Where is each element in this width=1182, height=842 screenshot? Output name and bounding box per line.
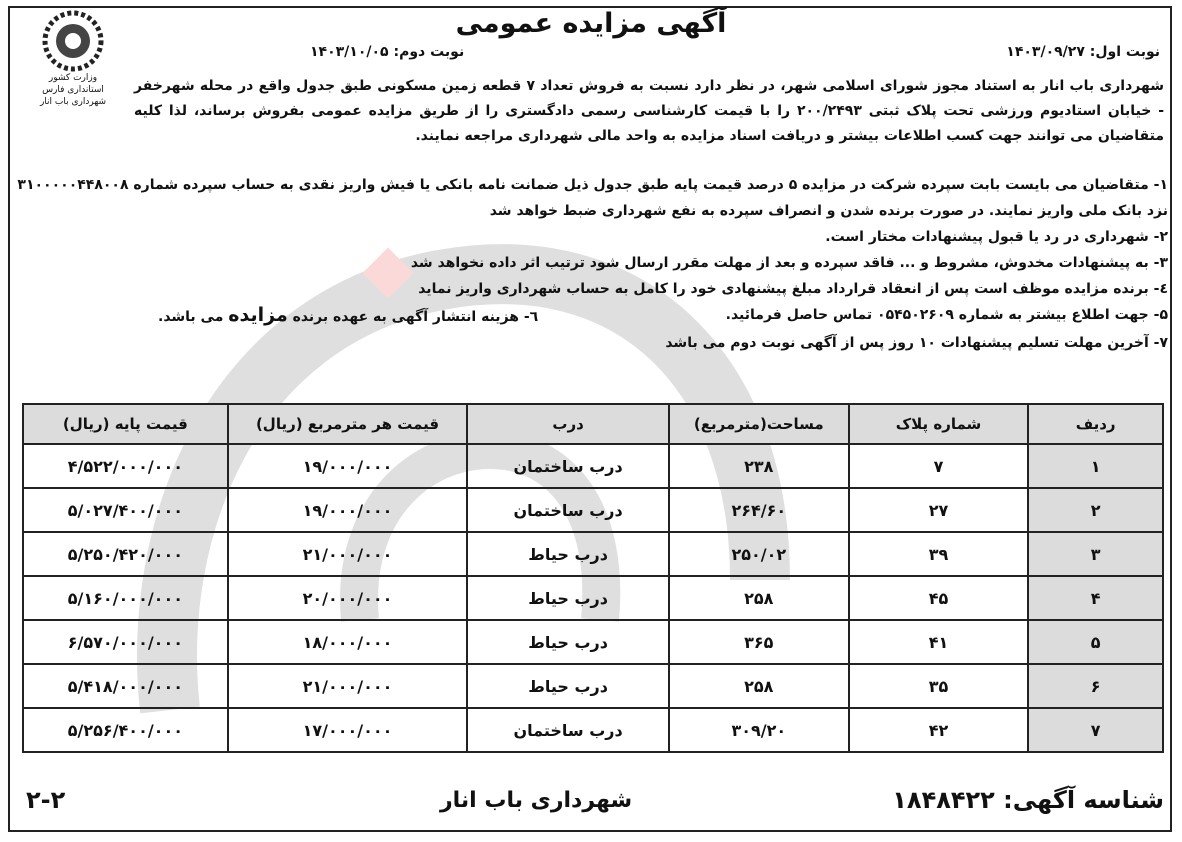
cell-row-number: ۵	[1028, 620, 1163, 664]
table-row	[23, 488, 1163, 532]
table-row	[23, 532, 1163, 576]
cell-area: ۲۶۴/۶۰	[669, 488, 849, 532]
cell-door: درب ساختمان	[467, 708, 669, 752]
table-row	[23, 664, 1163, 708]
cell-area: ۲۵۰/۰۲	[669, 532, 849, 576]
cell-price-per-meter: ۲۱/۰۰۰/۰۰۰	[228, 664, 468, 708]
cell-plate: ۴۲	[849, 708, 1029, 752]
logo-line-province: استانداری فارس	[42, 85, 104, 95]
condition-6-prefix: ٦- هزینه انتشار آگهی به عهده برنده	[292, 309, 539, 325]
table-row	[23, 620, 1163, 664]
cell-price-per-meter: ۱۷/۰۰۰/۰۰۰	[228, 708, 468, 752]
footer-municipality: شهرداری باب انار	[440, 788, 633, 813]
cell-door: درب حیاط	[467, 576, 669, 620]
cell-base-price: ۴/۵۲۲/۰۰۰/۰۰۰	[23, 444, 228, 488]
cell-plate: ۴۱	[849, 620, 1029, 664]
footer-code: ۲-۲	[26, 786, 66, 814]
cell-door: درب ساختمان	[467, 488, 669, 532]
second-round-date: نوبت دوم: ۱۴۰۳/۱۰/۰۵	[310, 44, 465, 60]
first-round-date: نوبت اول: ۱۴۰۳/۰۹/۲۷	[1006, 44, 1160, 60]
cell-door: درب حیاط	[467, 664, 669, 708]
conditions-list	[18, 172, 1168, 356]
condition-4: ٤- برنده مزایده موظف است پس از انعقاد قرارداد مبلغ پیشنهادی خود را کامل به حساب شهرداری واریز نماید	[418, 281, 1168, 297]
ad-id: شناسه آگهی: ۱۸۴۸۴۲۲	[892, 786, 1164, 814]
cell-base-price: ۵/۱۶۰/۰۰۰/۰۰۰	[23, 576, 228, 620]
cell-row-number: ۷	[1028, 708, 1163, 752]
cell-base-price: ۵/۰۲۷/۴۰۰/۰۰۰	[23, 488, 228, 532]
col-area: مساحت(مترمربع)	[669, 404, 849, 444]
cell-area: ۲۵۸	[669, 664, 849, 708]
cell-door: درب حیاط	[467, 532, 669, 576]
cell-door: درب ساختمان	[467, 444, 669, 488]
condition-1b: نزد بانک ملی واریز نمایند. در صورت برنده شدن و انصراف سپرده به نفع شهرداری ضبط خواهد شد	[489, 203, 1168, 219]
cell-price-per-meter: ۱۹/۰۰۰/۰۰۰	[228, 444, 468, 488]
intro-paragraph: شهرداری باب انار به استناد مجوز شورای اسلامی شهر، در نظر دارد نسبت به فروش تعداد ۷ قطعه زمین مسکونی طبق جدول واقع در محله شهرخفر - خیابان استادیوم ورزشی تحت پلاک ثبتی ۲۰۰/۲۴۹۳ را با قیمت کارشناسی رسمی دادگستری را از طریق مزایده عمومی بفروش برساند، لذا کلیه متقاضیان می توانند جهت کسب اطلاعات بیشتر و دریافت اسناد مزایده به واحد مالی شهرداری مراجعه نمایند.	[134, 78, 1165, 144]
cell-row-number: ۱	[1028, 444, 1163, 488]
logo-line-ministry: وزارت کشور	[48, 73, 98, 83]
col-price-per-meter: قیمت هر مترمربع (ریال)	[228, 404, 468, 444]
col-row-number: ردیف	[1028, 404, 1163, 444]
cell-plate: ۴۵	[849, 576, 1029, 620]
cell-plate: ۳۵	[849, 664, 1029, 708]
cell-area: ۲۳۸	[669, 444, 849, 488]
cell-area: ۳۶۵	[669, 620, 849, 664]
cell-price-per-meter: ۲۱/۰۰۰/۰۰۰	[228, 532, 468, 576]
cell-price-per-meter: ۱۹/۰۰۰/۰۰۰	[228, 488, 468, 532]
footer	[0, 786, 1182, 826]
cell-price-per-meter: ۱۸/۰۰۰/۰۰۰	[228, 620, 468, 664]
page-title: آگهی مزایده عمومی	[455, 8, 727, 39]
cell-plate: ۲۷	[849, 488, 1029, 532]
cell-base-price: ۵/۲۵۶/۴۰۰/۰۰۰	[23, 708, 228, 752]
col-door: درب	[467, 404, 669, 444]
condition-1a: ۱- متقاضیان می بایست بابت سپرده شرکت در مزایده ۵ درصد قیمت پایه طبق جدول ذیل ضمانت نامه بانکی یا فیش واریز نقدی به حساب سپرده شماره ۳۱۰۰۰۰۰۴۴۸۰۰۸	[17, 177, 1168, 193]
col-plate: شماره پلاک	[849, 404, 1029, 444]
condition-3: ۳- به پیشنهادات مخدوش، مشروط و ... فاقد سپرده و بعد از مهلت مقرر ارسال شود ترتیب اثر داده نخواهد شد	[410, 255, 1168, 271]
condition-5-6-row	[18, 302, 1168, 330]
condition-6-bold: مزایده	[228, 304, 288, 326]
cell-plate: ۳۹	[849, 532, 1029, 576]
condition-6-suffix: می باشد.	[158, 309, 224, 325]
cell-base-price: ۵/۲۵۰/۴۲۰/۰۰۰	[23, 532, 228, 576]
cell-row-number: ۲	[1028, 488, 1163, 532]
condition-7: ۷- آخرین مهلت تسلیم پیشنهادات ۱۰ روز پس از آگهی نوبت دوم می باشد	[665, 335, 1168, 351]
condition-2: ۲- شهرداری در رد یا قبول پیشنهادات مختار است.	[825, 229, 1168, 245]
lots-table	[22, 403, 1164, 753]
table-header-row	[23, 404, 1163, 444]
cell-row-number: ۳	[1028, 532, 1163, 576]
cell-base-price: ۶/۵۷۰/۰۰۰/۰۰۰	[23, 620, 228, 664]
table-row	[23, 444, 1163, 488]
condition-5: ۵- جهت اطلاع بیشتر به شماره ۰۵۴۵۰۲۶۰۹ تماس حاصل فرمائید.	[725, 307, 1168, 323]
cell-price-per-meter: ۲۰/۰۰۰/۰۰۰	[228, 576, 468, 620]
logo-line-municipality: شهرداری باب انار	[39, 97, 107, 107]
condition-6	[88, 302, 538, 330]
cell-row-number: ۶	[1028, 664, 1163, 708]
cell-area: ۳۰۹/۲۰	[669, 708, 849, 752]
table-row	[23, 576, 1163, 620]
cell-plate: ۷	[849, 444, 1029, 488]
col-base-price: قیمت پایه (ریال)	[23, 404, 228, 444]
table-row	[23, 708, 1163, 752]
cell-base-price: ۵/۴۱۸/۰۰۰/۰۰۰	[23, 664, 228, 708]
cell-row-number: ۴	[1028, 576, 1163, 620]
cell-door: درب حیاط	[467, 620, 669, 664]
cell-area: ۲۵۸	[669, 576, 849, 620]
